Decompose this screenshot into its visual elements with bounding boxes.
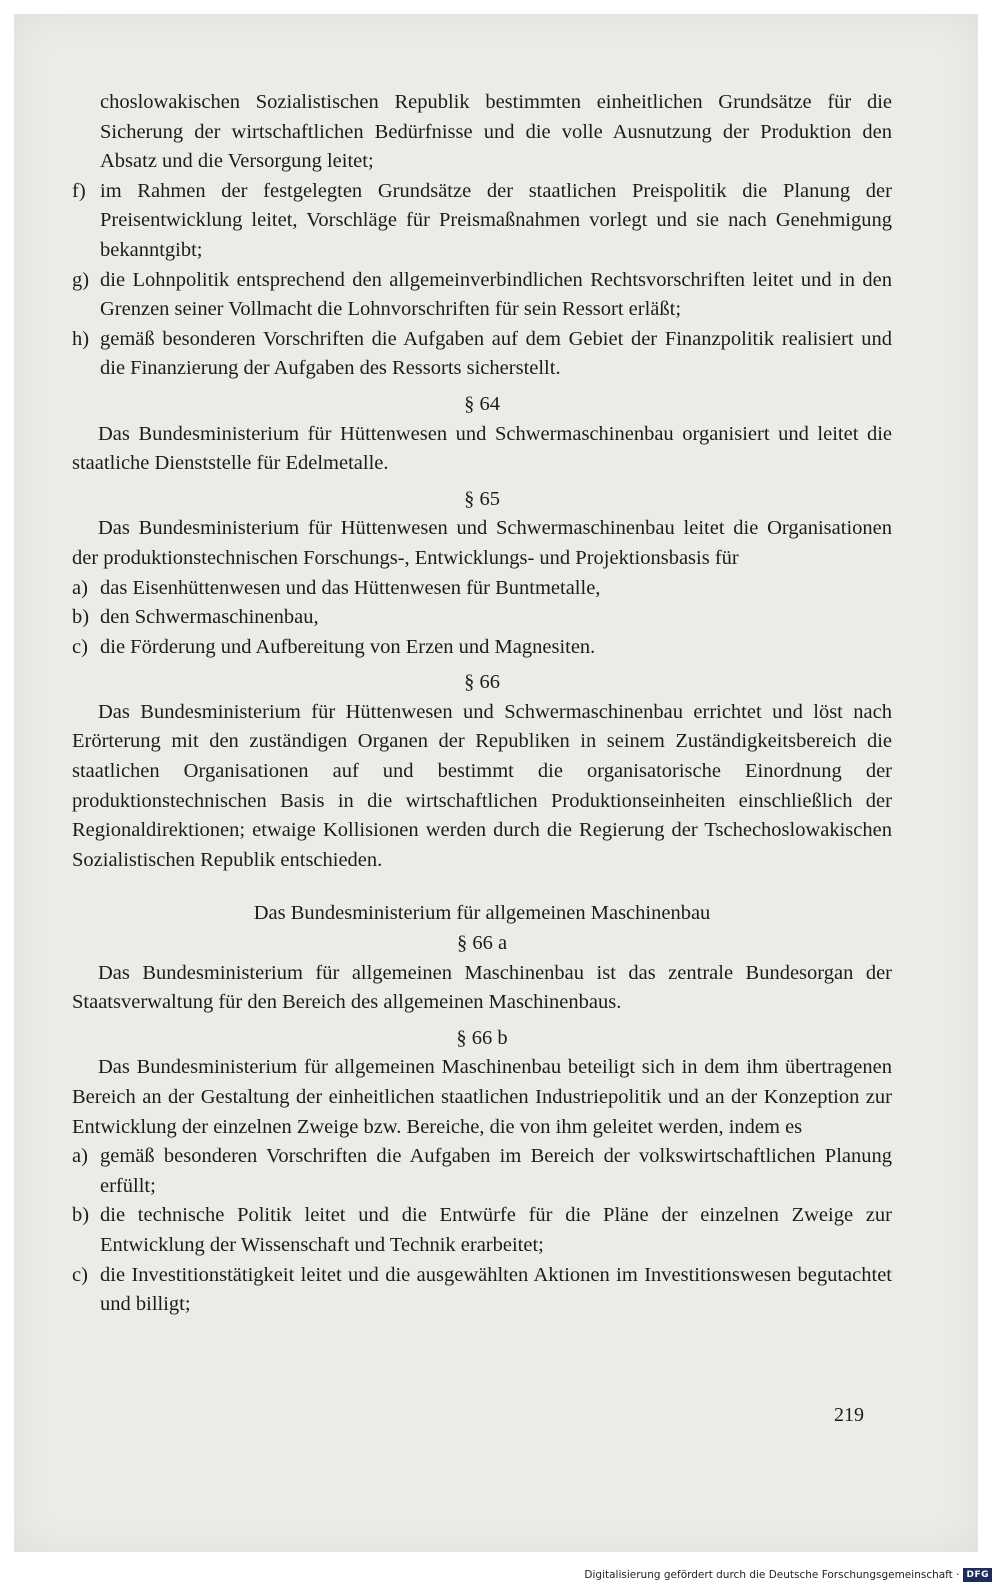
section-heading-65: § 65 bbox=[464, 487, 500, 510]
list-item-c bbox=[72, 1261, 892, 1320]
section-heading-64: § 64 bbox=[464, 392, 500, 415]
list-label: g) bbox=[72, 268, 90, 291]
body-text bbox=[72, 88, 892, 1320]
list-label: c) bbox=[72, 635, 88, 658]
list-item-h bbox=[72, 325, 892, 384]
list-item-a bbox=[72, 574, 892, 604]
list-text: gemäß besonderen Vorschriften die Aufgaben im Bereich der volkswirtschaftlichen Planung erfüllt; bbox=[100, 1145, 892, 1197]
list-item-f bbox=[72, 177, 892, 266]
list-item-a bbox=[72, 1142, 892, 1201]
section-heading-66a: § 66 a bbox=[456, 932, 508, 955]
list-label: c) bbox=[72, 1263, 88, 1286]
list-text: das Eisenhüttenwesen und das Hüttenwesen für Buntmetalle, bbox=[100, 576, 601, 599]
list-item-c bbox=[72, 633, 892, 663]
footer-text: Digitalisierung gefördert durch die Deutsche Forschungsgemeinschaft · bbox=[584, 1569, 960, 1581]
list-text: die technische Politik leitet und die Entwürfe für die Pläne der einzelnen Zweige zur Entwicklung der Wissenschaft und Technik erarbeitet; bbox=[100, 1204, 892, 1256]
section-text-66b: Das Bundesministerium für allgemeinen Maschinenbau beteiligt sich in dem ihm übertragenen Bereich an der Gestaltung der einheitlichen staatlichen Industriepolitik und an der Konzeption zur Entwicklung der einzelnen Zweige bzw. Bereiche, die von ihm geleitet werden, indem es bbox=[72, 1056, 892, 1138]
list-text: den Schwermaschinenbau, bbox=[100, 606, 319, 629]
section-heading-66: § 66 bbox=[464, 671, 500, 694]
chapter-title: Das Bundesministerium für allgemeinen Maschinenbau bbox=[253, 902, 711, 925]
list-label: a) bbox=[72, 1145, 88, 1168]
list-label: b) bbox=[72, 606, 90, 629]
list-item-b bbox=[72, 603, 892, 633]
page-number: 219 bbox=[834, 1404, 864, 1426]
list-label: b) bbox=[72, 1204, 90, 1227]
list-label: a) bbox=[72, 576, 88, 599]
list-text: im Rahmen der festgelegten Grundsätze der staatlichen Preispolitik die Planung der Preisentwicklung leitet, Vorschläge für Preismaßnahmen vorlegt und sie nach Genehmigung bekanntgibt; bbox=[100, 179, 892, 261]
list-label: f) bbox=[72, 179, 86, 202]
continued-paragraph: choslowakischen Sozialistischen Republik bestimmten einheitlichen Grundsätze für die Sicherung der wirtschaftlichen Bedürfnisse und die volle Ausnutzung der Produktion den Absatz und die Versorgung leitet; bbox=[100, 91, 892, 173]
section-heading-66b: § 66 b bbox=[456, 1026, 508, 1049]
document-page bbox=[14, 14, 978, 1552]
digitization-footer bbox=[584, 1568, 992, 1582]
list-text: die Investitionstätigkeit leitet und die ausgewählten Aktionen im Investitionswesen begutachtet und billigt; bbox=[100, 1263, 892, 1316]
section-text-66: Das Bundesministerium für Hüttenwesen und Schwermaschinenbau errichtet und löst nach Erörterung mit den zuständigen Organen der Republiken in seinem Zuständigkeitsbereich die staatlichen Organisationen auf und bestimmt die organisatorische Einordnung der produktionstechnischen Basis in die wirtschaftlichen Produktionseinheiten einschließlich der Regionaldirektionen; etwaige Kollisionen werden durch die Regierung der Tschechoslowakischen Sozialistischen Republik entschieden. bbox=[72, 700, 892, 871]
section-text-65: Das Bundesministerium für Hüttenwesen und Schwermaschinenbau leitet die Organisationen der produktionstechnischen Forschungs-, Entwicklungs- und Projektionsbasis für bbox=[72, 517, 892, 569]
dfg-logo-icon: DFG bbox=[963, 1568, 992, 1582]
list-label: h) bbox=[72, 327, 90, 350]
list-item-g bbox=[72, 266, 892, 325]
list-item-b bbox=[72, 1201, 892, 1260]
list-text: die Förderung und Aufbereitung von Erzen und Magnesiten. bbox=[100, 635, 596, 658]
list-text: gemäß besonderen Vorschriften die Aufgaben auf dem Gebiet der Finanzpolitik realisiert und die Finanzierung der Aufgaben des Ressorts sicherstellt. bbox=[100, 327, 892, 380]
section-text-64: Das Bundesministerium für Hüttenwesen und Schwermaschinenbau organisiert und leitet die staatliche Dienststelle für Edelmetalle. bbox=[72, 422, 892, 475]
list-text: die Lohnpolitik entsprechend den allgemeinverbindlichen Rechtsvorschriften leitet und in den Grenzen seiner Vollmacht die Lohnvorschriften für sein Ressort erläßt; bbox=[100, 268, 892, 321]
section-text-66a: Das Bundesministerium für allgemeinen Maschinenbau ist das zentrale Bundesorgan der Staatsverwaltung für den Bereich des allgemeinen Maschinenbaus. bbox=[72, 961, 892, 1014]
